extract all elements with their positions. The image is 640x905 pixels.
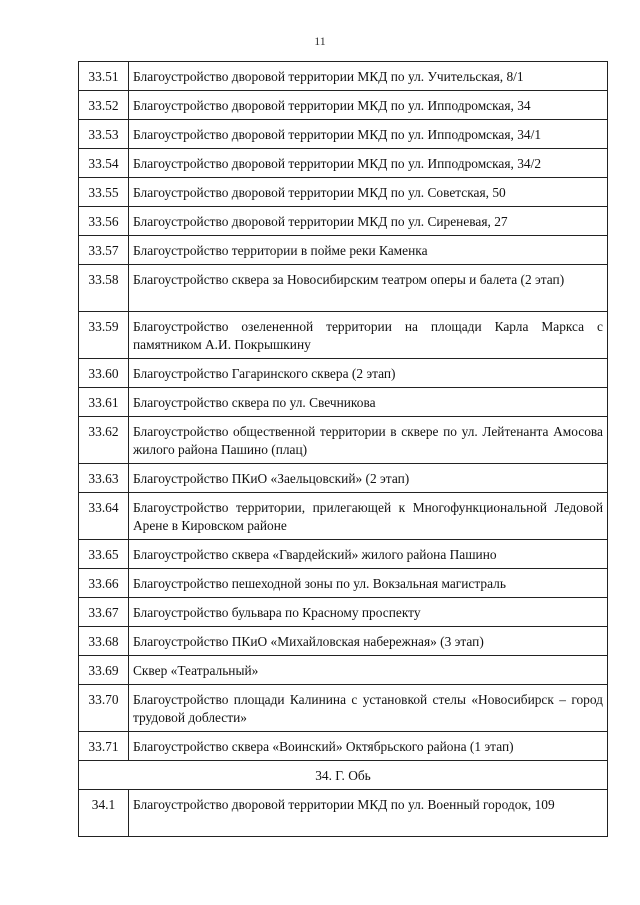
row-description: Благоустройство территории, прилегающей к Многофункциональной Ледовой Арене в Кировском районе (129, 493, 608, 540)
row-number: 33.55 (79, 178, 129, 207)
row-number: 33.63 (79, 464, 129, 493)
table-row (79, 732, 608, 761)
table-row (79, 464, 608, 493)
row-description: Благоустройство дворовой территории МКД по ул. Советская, 50 (129, 178, 608, 207)
table-row (79, 598, 608, 627)
row-description: Благоустройство бульвара по Красному проспекту (129, 598, 608, 627)
table-row (79, 207, 608, 236)
row-number: 33.56 (79, 207, 129, 236)
row-description: Сквер «Театральный» (129, 656, 608, 685)
row-number: 33.67 (79, 598, 129, 627)
table-row (79, 569, 608, 598)
row-description: Благоустройство Гагаринского сквера (2 этап) (129, 359, 608, 388)
row-number: 33.60 (79, 359, 129, 388)
row-description: Благоустройство дворовой территории МКД по ул. Военный городок, 109 (129, 790, 608, 837)
row-number: 33.59 (79, 312, 129, 359)
row-description: Благоустройство дворовой территории МКД по ул. Ипподромская, 34/2 (129, 149, 608, 178)
table-row (79, 790, 608, 837)
row-number: 33.65 (79, 540, 129, 569)
table-row (79, 417, 608, 464)
table-row (79, 120, 608, 149)
row-number: 33.53 (79, 120, 129, 149)
row-number: 33.58 (79, 265, 129, 312)
row-number: 33.70 (79, 685, 129, 732)
row-description: Благоустройство сквера «Воинский» Октябрьского района (1 этап) (129, 732, 608, 761)
row-number: 33.52 (79, 91, 129, 120)
row-number: 33.61 (79, 388, 129, 417)
section-heading: 34. Г. Обь (79, 761, 608, 790)
row-number: 34.1 (79, 790, 129, 837)
row-number: 33.71 (79, 732, 129, 761)
row-description: Благоустройство озелененной территории на площади Карла Маркса с памятником А.И. Покрышкину (129, 312, 608, 359)
table-row (79, 656, 608, 685)
table-row (79, 359, 608, 388)
table-row (79, 685, 608, 732)
row-description: Благоустройство площади Калинина с установкой стелы «Новосибирск – город трудовой доблести» (129, 685, 608, 732)
row-description: Благоустройство ПКиО «Заельцовский» (2 этап) (129, 464, 608, 493)
row-description: Благоустройство сквера по ул. Свечникова (129, 388, 608, 417)
row-number: 33.51 (79, 62, 129, 91)
improvement-projects-table (78, 61, 608, 837)
row-number: 33.57 (79, 236, 129, 265)
row-description: Благоустройство общественной территории в сквере по ул. Лейтенанта Амосова жилого района Пашино (плац) (129, 417, 608, 464)
table-row (79, 627, 608, 656)
table-row (79, 388, 608, 417)
row-number: 33.66 (79, 569, 129, 598)
section-heading-row (79, 761, 608, 790)
row-number: 33.54 (79, 149, 129, 178)
table-row (79, 178, 608, 207)
row-description: Благоустройство сквера за Новосибирским театром оперы и балета (2 этап) (129, 265, 608, 312)
row-description: Благоустройство пешеходной зоны по ул. Вокзальная магистраль (129, 569, 608, 598)
row-description: Благоустройство дворовой территории МКД по ул. Учительская, 8/1 (129, 62, 608, 91)
table-row (79, 493, 608, 540)
table-row (79, 91, 608, 120)
table-row (79, 540, 608, 569)
table-row (79, 236, 608, 265)
row-number: 33.69 (79, 656, 129, 685)
row-description: Благоустройство территории в пойме реки Каменка (129, 236, 608, 265)
row-number: 33.62 (79, 417, 129, 464)
table-row (79, 312, 608, 359)
table-row (79, 62, 608, 91)
row-description: Благоустройство сквера «Гвардейский» жилого района Пашино (129, 540, 608, 569)
page-number: 11 (314, 34, 326, 48)
table-row (79, 265, 608, 312)
row-description: Благоустройство дворовой территории МКД по ул. Ипподромская, 34 (129, 91, 608, 120)
table-row (79, 149, 608, 178)
row-number: 33.64 (79, 493, 129, 540)
row-number: 33.68 (79, 627, 129, 656)
row-description: Благоустройство ПКиО «Михайловская набережная» (3 этап) (129, 627, 608, 656)
row-description: Благоустройство дворовой территории МКД по ул. Ипподромская, 34/1 (129, 120, 608, 149)
row-description: Благоустройство дворовой территории МКД по ул. Сиреневая, 27 (129, 207, 608, 236)
